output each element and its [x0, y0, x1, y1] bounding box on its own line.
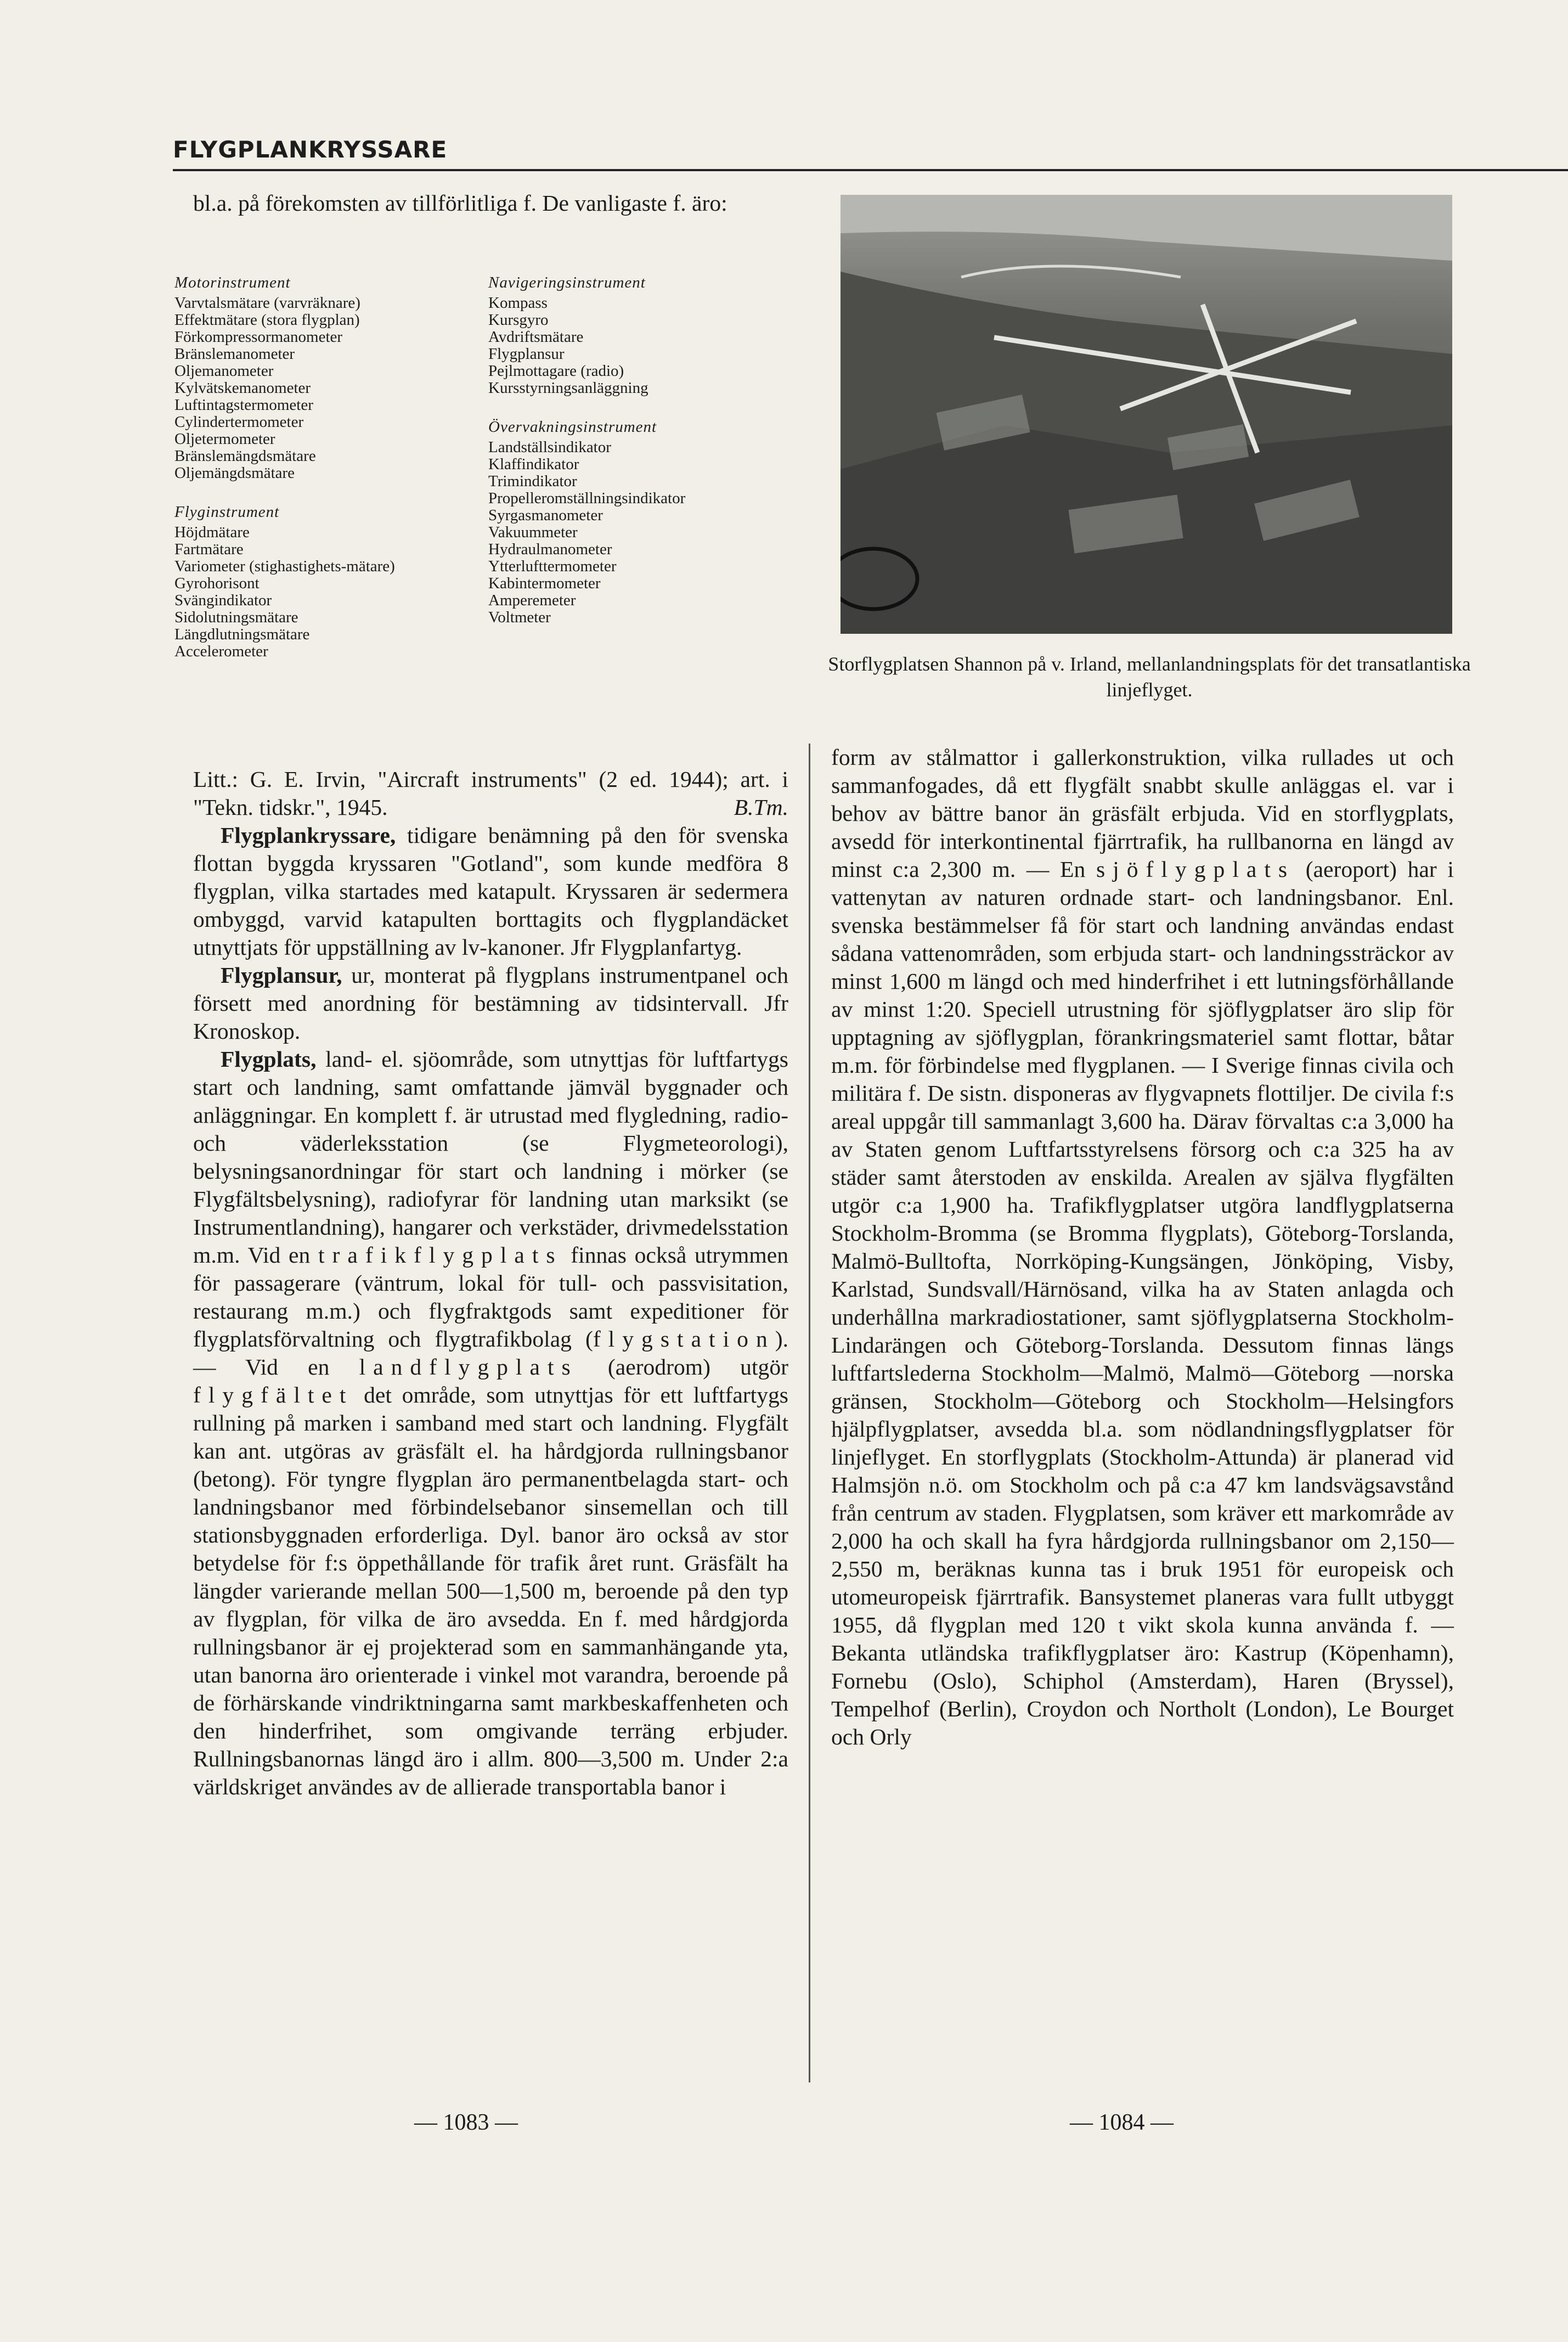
instrument-item: Sidolutningsmätare [174, 609, 298, 626]
entry-text: ur, monterat på flygplans instrumentpanel och försett med anordning för bestämning av tidsintervall. Jfr Kronoskop. [193, 962, 788, 1044]
instrument-item: Voltmeter [488, 609, 551, 626]
instrument-list-right [488, 274, 806, 648]
page-number-left: — 1083 — [414, 2110, 518, 2135]
instrument-item: Vakuummeter [488, 523, 578, 541]
spaced-term: flygstation [593, 1326, 775, 1352]
instrument-item: Syrgasmanometer [488, 506, 603, 524]
entry-term: Flygplansur, [221, 962, 342, 988]
monitoring-heading: Övervakningsinstrument [488, 418, 657, 436]
instrument-item: Kylvätskemanometer [174, 379, 311, 397]
entry-text: (aeroport) har i vattenytan av naturen ordnade start- och landningsbanor. Enl. svenska bestämmelser få för start och landning användas endast sådana vattenområden, som erbjuda start- och landningssträckor av minst 1,600 m längd och med hinderfrihet i ett lutningsförhållande av minst 1:20. Speciell utrustning för sjöflygplatser äro slip för upptagning av sjöflygplan, förankringsmateriel samt flottar, båtar m.m. för förbindelse med flygplanen. — I Sverige finnas civila och militära f. De sistn. disponeras av flygvapnets flottiljer. De civila f:s areal uppgår till sammanlagt 3,600 ha. Därav förvaltas c:a 3,000 ha av Staten genom Luftfartsstyrelsens försorg och c:a 325 ha av städer samt återstoden av enskilda. Arealen av själva flygfälten utgör c:a 1,900 ha. Trafikflygplatser utgöra landflygplatserna Stockholm-Bromma (se Bromma flygplats), Göteborg-Torslanda, Malmö-Bulltofta, Norrköping-Kungsängen, Jönköping, Visby, Karlstad, Sundsvall/Härnösand, vilka ha av Staten anlagda och underhållna markradiostationer, samt sjöflygplatserna Stockholm-Lindarängen och Göteborg-Torslanda. Dessutom finnas längs luftfartslederna Stockholm—Malmö, Malmö—Göteborg —norska gränsen, Stockholm—Göteborg och Stockholm—Helsingfors hjälpflygplatser, avsedda bl.a. som nödlandningsflygplatser för linjeflyget. En storflygplats (Stockholm-Attunda) är planerad vid Halmsjön n.ö. om Stockholm och på c:a 47 km landsvägsavstånd från centrum av staden. Flygplatsen, som kräver ett markområde av 2,000 ha och skall ha fyra hårdgjorda rullningsbanor om 2,150—2,550 m, beräknas kunna tas i bruk 1951 för europeisk och utomeuropeisk fjärrtrafik. Bansystemet planeras vara fullt utbyggt 1955, då flygplan med 120 t vikt skola kunna använda f. — Bekanta utländska trafikflygplatser äro: Kastrup (Köpenhamn), Fornebu (Oslo), Schiphol (Amsterdam), Haren (Bryssel), Tempelhof (Berlin), Croydon och Northolt (London), Le Bourget och Orly [831, 857, 1454, 1749]
instrument-item: Kompass [488, 294, 548, 312]
instrument-item: Effektmätare (stora flygplan) [174, 311, 360, 329]
instrument-item: Avdriftsmätare [488, 328, 584, 346]
instrument-item: Oljetermometer [174, 430, 275, 448]
right-column-body [831, 744, 1454, 1751]
instrument-item: Landställsindikator [488, 438, 611, 456]
column-rule [809, 744, 810, 2082]
instrument-item: Svängindikator [174, 592, 272, 609]
entry-term: Flygplats, [221, 1046, 317, 1072]
left-column-body [193, 765, 788, 1801]
instrument-item: Bränslemanometer [174, 345, 295, 363]
instrument-item: Luftintagstermometer [174, 396, 313, 414]
entry-text: ). — Vid en [193, 1326, 788, 1380]
photo-caption: Storflygplatsen Shannon på v. Irland, mellanlandningsplats för det transatlantiska linjeflyget. [828, 653, 1471, 701]
instrument-item: Klaffindikator [488, 455, 579, 473]
instrument-item: Kursgyro [488, 311, 549, 329]
page-number-right: — 1084 — [1070, 2110, 1174, 2135]
navigation-instruments [488, 274, 806, 397]
instrument-item: Varvtalsmätare (varvräknare) [174, 294, 360, 312]
spaced-term: trafikflygplats [318, 1242, 563, 1268]
flight-instruments [174, 504, 482, 660]
intro-text: bl.a. på förekomsten av tillförlitliga f. De vanligaste f. äro: [193, 190, 727, 216]
running-head: FLYGPLANKRYSSARE [173, 136, 448, 163]
instrument-item: Trimindikator [488, 472, 577, 490]
instrument-item: Kabintermometer [488, 575, 601, 592]
flight-heading: Flyginstrument [174, 503, 280, 521]
entry-term: Flygplankryssare, [221, 823, 396, 848]
entry-text: form av stålmattor i gallerkonstruktion, vilka rullades ut och sammanfogades, då ett flygfält snabbt skulle anläggas el. var i behov av bättre banor än gräsfält erbjuda. Vid en storflygplats, avsedd för interkontinental fjärrtrafik, ha rullbanorna en längd av minst c:a 2,300 m. — En [831, 745, 1454, 882]
instrument-item: Kursstyrningsanläggning [488, 379, 648, 397]
instrument-item: Oljemängdsmätare [174, 464, 295, 482]
instrument-item: Hydraulmanometer [488, 541, 612, 558]
instrument-item: Förkompressormanometer [174, 328, 343, 346]
instrument-item: Längdlutningsmätare [174, 626, 310, 643]
intro-paragraph [193, 189, 788, 217]
entry-text: finnas också utrymmen för passagerare (väntrum, lokal för tull- och passvisitation, restaurang m.m.) och flygfraktgods samt expeditioner för flygplatsförvaltning och flygtrafikbolag ( [193, 1242, 788, 1352]
aerial-photo-graphic [841, 195, 1452, 634]
spaced-term: sjöflygplats [1096, 857, 1295, 882]
instrument-item: Accelerometer [174, 643, 268, 660]
instrument-item: Höjdmätare [174, 523, 250, 541]
instrument-item: Bränslemängdsmätare [174, 447, 316, 465]
instrument-item: Fartmätare [174, 541, 244, 558]
entry-flygplats [193, 1045, 788, 1801]
instrument-item: Amperemeter [488, 592, 576, 609]
instrument-item: Propelleromställningsindikator [488, 489, 686, 507]
spaced-term: landflygplats [359, 1354, 578, 1380]
instrument-item: Cylindertermometer [174, 413, 304, 431]
instrument-item: Flygplansur [488, 345, 565, 363]
instrument-item: Gyrohorisont [174, 575, 260, 592]
entry-text: (aerodrom) utgör [578, 1354, 788, 1380]
instrument-item: Ytterlufttermometer [488, 558, 617, 575]
entry-flygplankryssare [193, 821, 788, 961]
spaced-term: flygfältet [193, 1382, 354, 1408]
author-signature: B.Tm. [734, 795, 788, 820]
header-rule [173, 169, 1568, 171]
monitoring-instruments [488, 419, 806, 626]
motor-instruments [174, 274, 482, 482]
navigation-heading: Navigeringsinstrument [488, 274, 646, 291]
motor-heading: Motorinstrument [174, 274, 291, 291]
entry-text: land- el. sjöområde, som utnyttjas för luftfartygs start och landning, samt omfattande jämväl byggnader och anläggningar. En komplett f. är utrustad med flygledning, radio- och väderleksstation (se Flygmeteorologi), belysningsanordningar för start och landning i mörker (se Flygfältsbelysning), radiofyrar för landning utan marksikt (se Instrumentlandning), hangarer och verkstäder, drivmedelsstation m.m. Vid en [193, 1046, 788, 1268]
entry-flygplansur [193, 961, 788, 1045]
literature-text: Litt.: G. E. Irvin, "Aircraft instruments" (2 ed. 1944); art. i "Tekn. tidskr.", 1945. [193, 767, 788, 820]
instrument-list-left [174, 274, 482, 682]
literature-reference [193, 765, 788, 821]
instrument-item: Pejlmottagare (radio) [488, 362, 624, 380]
airport-photo [841, 195, 1452, 634]
entry-text: tidigare benämning på den för svenska flottan byggda kryssaren "Gotland", som kunde medföra 8 flygplan, vilka startades med katapult. Kryssaren är sedermera ombyggd, varvid katapulten borttagits och flygplandäcket utnyttjats för uppställning av lv-kanoner. Jfr Flygplanfartyg. [193, 823, 788, 960]
right-column-text [831, 744, 1454, 1751]
entry-text: det område, som utnyttjas för ett luftfartygs rullning på marken i samband med start och landning. Flygfält kan ant. utgöras av gräsfält el. ha hårdgjorda rullningsbanor (betong). För tyngre flygplan äro permanentbelagda start- och landningsbanor med förbindelsebanor sinsemellan och till stationsbyggnaden erforderliga. Dyl. banor äro också av stor betydelse för f:s öppethållande för trafik året runt. Gräsfält ha längder varierande mellan 500—1,500 m, beroende på den typ av flygplan, för vilka de äro avsedda. En f. med hårdgjorda rullningsbanor är ej projekterad som en sammanhängande yta, utan banorna äro orienterade i vinkel mot varandra, beroende på de förhärskande vindriktningarna samt markbeskaffenheten och den hinderfrihet, som omgivande terräng erbjuder. Rullningsbanornas längd äro i allm. 800—3,500 m. Under 2:a världskriget användes av de allierade transportabla banor i [193, 1382, 788, 1799]
instrument-item: Variometer (stighastighets-mätare) [174, 558, 395, 575]
instrument-item: Oljemanometer [174, 362, 274, 380]
